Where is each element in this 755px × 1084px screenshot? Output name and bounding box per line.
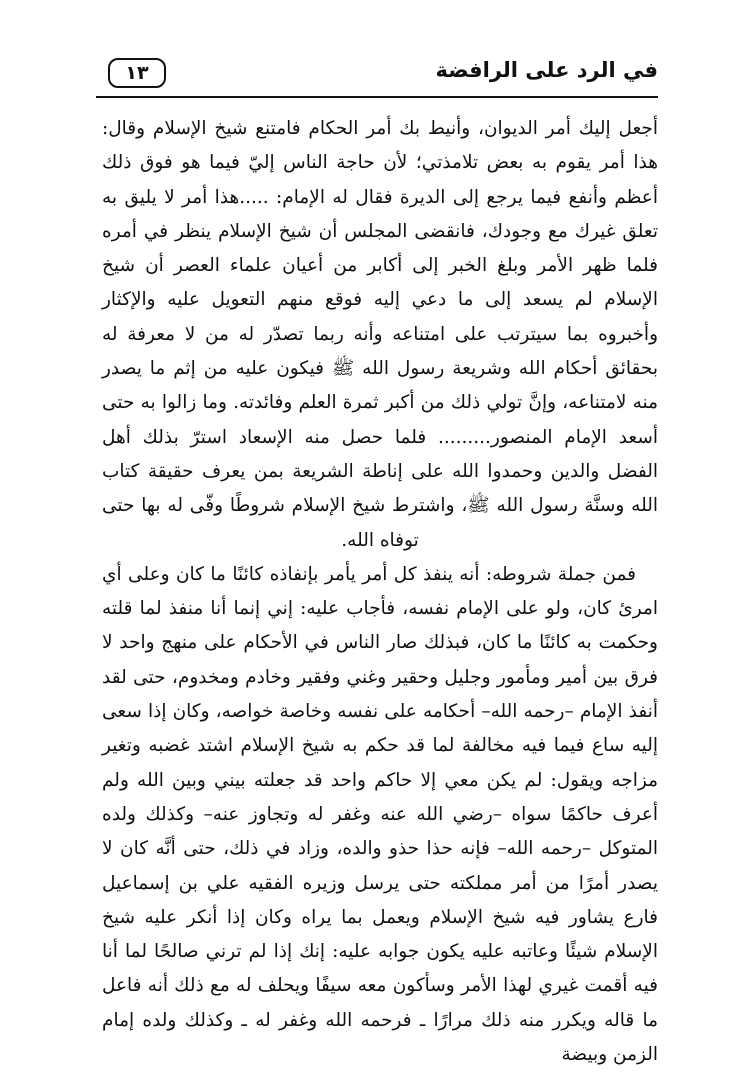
page-header — [96, 54, 658, 100]
running-title: في الرد على الرافضة — [435, 58, 658, 82]
header-rule — [96, 96, 658, 98]
body-text — [102, 112, 658, 1072]
page-number: ١٣ — [108, 58, 166, 88]
paragraph: فمن جملة شروطه: أنه ينفذ كل أمر يأمر بإنفاذه كائنًا ما كان وعلى أي امرئ كان، ولو على الإمام نفسه، فأجاب عليه: إني إنما أنا منفذ لما قلته وحكمت به كائنًا ما كان، فبذلك صار الناس في الأحكام على منهج واحد لا فرق بين أمير ومأمور وجليل وحقير وغني وفقير وخادم ومخدوم، حتى لقد أنفذ الإمام –رحمه الله– أحكامه على نفسه وخاصة خواصه، وكان إذا سعى إليه ساع فيما فيه مخالفة لما قد حكم به شيخ الإسلام اشتد غضبه وتغير مزاجه ويقول: لم يكن معي إلا حاكم واحد قد جعلته بيني وبين الله ولم أعرف حاكمًا سواه –رضي الله عنه وغفر له وتجاوز عنه– وكذلك ولده المتوكل –رحمه الله– فإنه حذا حذو والده، وزاد في ذلك، حتى أنَّه كان لا يصدر أمرًا من أمر مملكته حتى يرسل وزيره الفقيه علي بن إسماعيل فارع يشاور فيه شيخ الإسلام ويعمل بما يراه وكان إذا أنكر عليه شيخ الإسلام شيئًا وعاتبه عليه يكون جوابه عليه: إنك إذا لم ترني صالحًا لما أنا فيه أقمت غيري لهذا الأمر وسأكون معه سيفًا ويحلف له مع ذلك أنه فاعل ما قاله ويكرر منه ذلك مرارًا ـ فرحمه الله وغفر له ـ وكذلك ولده إمام الزمن وبيضة — [102, 563, 658, 1066]
paragraph: أجعل إليك أمر الديوان، وأنيط بك أمر الحكام فامتنع شيخ الإسلام وقال: هذا أمر يقوم به بعض تلامذتي؛ لأن حاجة الناس إليّ فيما هو فوق ذلك أعظم وأنفع فيما يرجع إلى الديرة فقال له الإمام: .....هذا أمر لا يليق به تعلق غيرك مع وجودك، فانقضى المجلس أن شيخ الإسلام ينظر في أمره فلما ظهر الأمر وبلغ الخبر إلى أكابر من أعيان علماء العصر أن شيخ الإسلام لم يسعد إلى ما دعي إليه فوقع منهم التعويل عليه والإكثار وأخبروه بما سيترتب على امتناعه وأنه ربما تصدّر له من لا معرفة له بحقائق أحكام الله وشريعة رسول الله ﷺ فيكون عليه من إثم ما يصدر منه لامتناعه، وإنَّ تولي ذلك من أكبر ثمرة العلم وفائدته. وما زالوا به حتى أسعد الإمام المنصور......... فلما حصل منه الإسعاد استرّ بذلك أهل الفضل والدين وحمدوا الله على إناطة الشريعة بمن يعرف حقيقة كتاب الله وسنَّة رسول الله ﷺ، واشترط شيخ الإسلام شروطًا وفّى له بها حتى توفاه الله. — [102, 118, 658, 551]
